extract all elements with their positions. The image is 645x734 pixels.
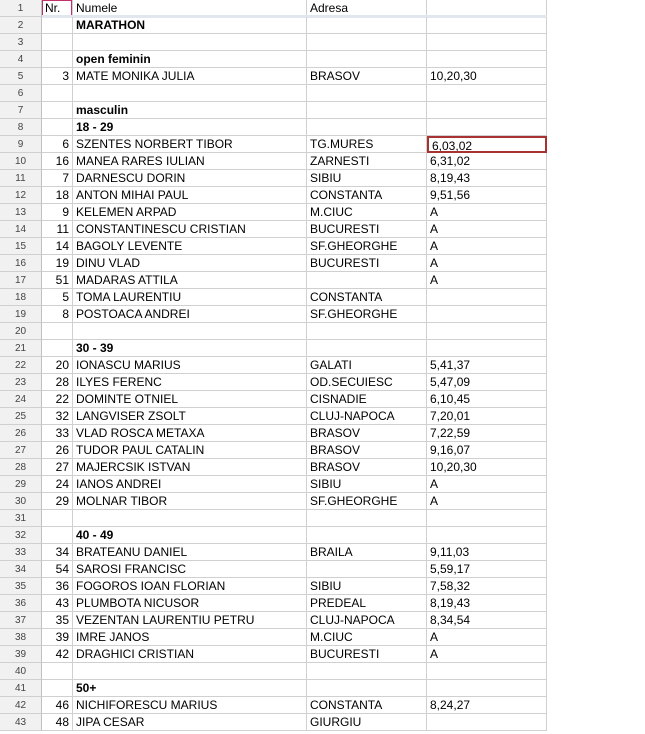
table-row bbox=[0, 646, 547, 663]
cell-time[interactable]: 9,51,56 bbox=[427, 187, 547, 204]
cell-name[interactable]: BRATEANU DANIEL bbox=[73, 544, 307, 561]
cell-nr[interactable] bbox=[42, 85, 73, 102]
cell-time[interactable]: 8,19,43 bbox=[427, 170, 547, 187]
row-number[interactable]: 19 bbox=[0, 306, 42, 323]
cell-address[interactable]: SIBIU bbox=[307, 170, 427, 187]
cell-time[interactable] bbox=[427, 34, 547, 51]
column-header-name[interactable]: Numele bbox=[73, 0, 307, 17]
cell-name[interactable]: masculin bbox=[73, 102, 307, 119]
table-row bbox=[0, 697, 547, 714]
cell-address[interactable]: GIURGIU bbox=[307, 714, 427, 731]
cell-time[interactable] bbox=[427, 663, 547, 680]
cell-name[interactable]: 18 - 29 bbox=[73, 119, 307, 136]
table-row bbox=[0, 204, 547, 221]
cell-name[interactable] bbox=[73, 663, 307, 680]
table-row bbox=[0, 374, 547, 391]
table-row bbox=[0, 272, 547, 289]
table-row bbox=[0, 238, 547, 255]
cell-nr[interactable]: 9 bbox=[42, 204, 73, 221]
cell-nr[interactable]: 26 bbox=[42, 442, 73, 459]
table-row bbox=[0, 476, 547, 493]
cell-nr[interactable]: 39 bbox=[42, 629, 73, 646]
row-number[interactable]: 43 bbox=[0, 714, 42, 731]
cell-name[interactable]: TUDOR PAUL CATALIN bbox=[73, 442, 307, 459]
cell-address[interactable]: SF.GHEORGHE bbox=[307, 238, 427, 255]
row-number[interactable]: 18 bbox=[0, 289, 42, 306]
cell-nr[interactable]: 22 bbox=[42, 391, 73, 408]
cell-name[interactable]: DINU VLAD bbox=[73, 255, 307, 272]
row-number[interactable]: 37 bbox=[0, 612, 42, 629]
cell-name[interactable]: FOGOROS IOAN FLORIAN bbox=[73, 578, 307, 595]
cell-time[interactable]: A bbox=[427, 476, 547, 493]
table-row bbox=[0, 102, 547, 119]
table-row bbox=[0, 187, 547, 204]
cell-address[interactable] bbox=[307, 510, 427, 527]
cell-nr[interactable]: 7 bbox=[42, 170, 73, 187]
cell-nr[interactable]: 14 bbox=[42, 238, 73, 255]
cell-address[interactable]: M.CIUC bbox=[307, 629, 427, 646]
cell-address[interactable]: CLUJ-NAPOCA bbox=[307, 612, 427, 629]
column-header-address[interactable]: Adresa bbox=[307, 0, 427, 17]
cell-nr[interactable]: 33 bbox=[42, 425, 73, 442]
cell-nr[interactable]: 34 bbox=[42, 544, 73, 561]
cell-nr[interactable]: 35 bbox=[42, 612, 73, 629]
cell-name[interactable]: VLAD ROSCA METAXA bbox=[73, 425, 307, 442]
row-number[interactable]: 29 bbox=[0, 476, 42, 493]
cell-name[interactable]: MADARAS ATTILA bbox=[73, 272, 307, 289]
row-number[interactable]: 8 bbox=[0, 119, 42, 136]
cell-name[interactable] bbox=[73, 34, 307, 51]
cell-time[interactable]: A bbox=[427, 204, 547, 221]
cell-time[interactable] bbox=[427, 340, 547, 357]
cell-time[interactable] bbox=[427, 51, 547, 68]
cell-time[interactable] bbox=[427, 102, 547, 119]
cell-name[interactable]: CONSTANTINESCU CRISTIAN bbox=[73, 221, 307, 238]
cell-name[interactable]: NICHIFORESCU MARIUS bbox=[73, 697, 307, 714]
cell-time[interactable]: 9,16,07 bbox=[427, 442, 547, 459]
cell-time[interactable] bbox=[427, 119, 547, 136]
cell-nr[interactable] bbox=[42, 17, 73, 34]
cell-address[interactable] bbox=[307, 527, 427, 544]
cell-name[interactable]: VEZENTAN LAURENTIU PETRU bbox=[73, 612, 307, 629]
cell-address[interactable] bbox=[307, 17, 427, 34]
table-row bbox=[0, 612, 547, 629]
table-row bbox=[0, 119, 547, 136]
row-number[interactable]: 40 bbox=[0, 663, 42, 680]
cell-nr[interactable]: 29 bbox=[42, 493, 73, 510]
cell-address[interactable]: SF.GHEORGHE bbox=[307, 306, 427, 323]
cell-address[interactable]: SF.GHEORGHE bbox=[307, 493, 427, 510]
cell-name[interactable]: PLUMBOTA NICUSOR bbox=[73, 595, 307, 612]
cell-name[interactable]: POSTOACA ANDREI bbox=[73, 306, 307, 323]
table-row bbox=[0, 85, 547, 102]
table-row bbox=[0, 680, 547, 697]
row-number[interactable]: 3 bbox=[0, 34, 42, 51]
cell-time[interactable]: 6,03,02 bbox=[427, 136, 547, 153]
cell-time[interactable]: 9,11,03 bbox=[427, 544, 547, 561]
table-row bbox=[0, 510, 547, 527]
table-row bbox=[0, 357, 547, 374]
table-row bbox=[0, 578, 547, 595]
row-number[interactable]: 11 bbox=[0, 170, 42, 187]
table-row bbox=[0, 714, 547, 731]
row-number[interactable]: 26 bbox=[0, 425, 42, 442]
cell-name[interactable]: 40 - 49 bbox=[73, 527, 307, 544]
row-number[interactable]: 36 bbox=[0, 595, 42, 612]
table-row bbox=[0, 289, 547, 306]
table-row bbox=[0, 323, 547, 340]
cell-address[interactable]: BUCURESTI bbox=[307, 255, 427, 272]
cell-time[interactable]: 8,19,43 bbox=[427, 595, 547, 612]
table-row bbox=[0, 17, 547, 34]
table-row bbox=[0, 34, 547, 51]
cell-time[interactable]: 8,34,54 bbox=[427, 612, 547, 629]
cell-address[interactable] bbox=[307, 102, 427, 119]
row-number[interactable]: 27 bbox=[0, 442, 42, 459]
cell-name[interactable]: KELEMEN ARPAD bbox=[73, 204, 307, 221]
table-row bbox=[0, 408, 547, 425]
cell-name[interactable]: IANOS ANDREI bbox=[73, 476, 307, 493]
cell-nr[interactable]: 48 bbox=[42, 714, 73, 731]
row-number[interactable]: 15 bbox=[0, 238, 42, 255]
cell-nr[interactable]: 42 bbox=[42, 646, 73, 663]
cell-address[interactable]: BUCURESTI bbox=[307, 221, 427, 238]
cell-name[interactable]: JIPA CESAR bbox=[73, 714, 307, 731]
cell-nr[interactable]: 16 bbox=[42, 153, 73, 170]
cell-time[interactable] bbox=[427, 289, 547, 306]
cell-time[interactable] bbox=[427, 510, 547, 527]
cell-nr[interactable]: 11 bbox=[42, 221, 73, 238]
cell-nr[interactable]: 43 bbox=[42, 595, 73, 612]
row-number[interactable]: 22 bbox=[0, 357, 42, 374]
cell-address[interactable] bbox=[307, 51, 427, 68]
cell-nr[interactable]: 8 bbox=[42, 306, 73, 323]
table-row bbox=[0, 306, 547, 323]
cell-name[interactable]: 50+ bbox=[73, 680, 307, 697]
cell-name[interactable] bbox=[73, 510, 307, 527]
row-number[interactable]: 14 bbox=[0, 221, 42, 238]
row-number[interactable]: 28 bbox=[0, 459, 42, 476]
cell-time[interactable]: A bbox=[427, 272, 547, 289]
row-number[interactable]: 33 bbox=[0, 544, 42, 561]
cell-time[interactable]: A bbox=[427, 238, 547, 255]
cell-time[interactable]: A bbox=[427, 629, 547, 646]
cell-address[interactable]: CISNADIE bbox=[307, 391, 427, 408]
cell-name[interactable]: SAROSI FRANCISC bbox=[73, 561, 307, 578]
cell-time[interactable] bbox=[427, 85, 547, 102]
row-number[interactable]: 4 bbox=[0, 51, 42, 68]
table-row bbox=[0, 391, 547, 408]
row-number[interactable]: 5 bbox=[0, 68, 42, 85]
cell-nr[interactable]: 6 bbox=[42, 136, 73, 153]
table-row bbox=[0, 527, 547, 544]
cell-address[interactable]: CONSTANTA bbox=[307, 697, 427, 714]
table-row bbox=[0, 136, 547, 153]
cell-nr[interactable] bbox=[42, 34, 73, 51]
cell-nr[interactable]: 20 bbox=[42, 357, 73, 374]
cell-address[interactable] bbox=[307, 680, 427, 697]
cell-name[interactable]: MAJERCSIK ISTVAN bbox=[73, 459, 307, 476]
cell-address[interactable]: BRASOV bbox=[307, 442, 427, 459]
table-row bbox=[0, 255, 547, 272]
row-number[interactable]: 13 bbox=[0, 204, 42, 221]
cell-address[interactable]: BUCURESTI bbox=[307, 646, 427, 663]
table-row bbox=[0, 425, 547, 442]
cell-nr[interactable] bbox=[42, 51, 73, 68]
cell-nr[interactable]: 28 bbox=[42, 374, 73, 391]
cell-name[interactable]: DARNESCU DORIN bbox=[73, 170, 307, 187]
row-number[interactable]: 30 bbox=[0, 493, 42, 510]
cell-time[interactable]: 5,59,17 bbox=[427, 561, 547, 578]
cell-nr[interactable] bbox=[42, 340, 73, 357]
cell-address[interactable]: BRASOV bbox=[307, 459, 427, 476]
table-row bbox=[0, 493, 547, 510]
cell-nr[interactable]: 36 bbox=[42, 578, 73, 595]
row-number[interactable]: 31 bbox=[0, 510, 42, 527]
cell-address[interactable] bbox=[307, 34, 427, 51]
cell-time[interactable]: 10,20,30 bbox=[427, 68, 547, 85]
cell-name[interactable]: MOLNAR TIBOR bbox=[73, 493, 307, 510]
cell-time[interactable]: 7,58,32 bbox=[427, 578, 547, 595]
cell-nr[interactable]: 32 bbox=[42, 408, 73, 425]
table-row bbox=[0, 68, 547, 85]
cell-address[interactable] bbox=[307, 663, 427, 680]
cell-time[interactable]: 10,20,30 bbox=[427, 459, 547, 476]
row-number[interactable]: 23 bbox=[0, 374, 42, 391]
cell-address[interactable]: CONSTANTA bbox=[307, 289, 427, 306]
cell-nr[interactable]: 19 bbox=[42, 255, 73, 272]
row-number[interactable]: 34 bbox=[0, 561, 42, 578]
row-number[interactable]: 25 bbox=[0, 408, 42, 425]
row-number[interactable]: 24 bbox=[0, 391, 42, 408]
row-number[interactable]: 12 bbox=[0, 187, 42, 204]
row-number[interactable]: 21 bbox=[0, 340, 42, 357]
column-header-nr[interactable]: Nr. bbox=[42, 0, 73, 17]
row-number[interactable]: 2 bbox=[0, 17, 42, 34]
table-row bbox=[0, 221, 547, 238]
cell-nr[interactable] bbox=[42, 680, 73, 697]
cell-name[interactable]: MARATHON bbox=[73, 17, 307, 34]
cell-nr[interactable]: 24 bbox=[42, 476, 73, 493]
row-number[interactable]: 6 bbox=[0, 85, 42, 102]
cell-nr[interactable]: 27 bbox=[42, 459, 73, 476]
cell-name[interactable]: IONASCU MARIUS bbox=[73, 357, 307, 374]
table-row bbox=[0, 595, 547, 612]
cell-name[interactable]: DRAGHICI CRISTIAN bbox=[73, 646, 307, 663]
cell-name[interactable]: IMRE JANOS bbox=[73, 629, 307, 646]
cell-address[interactable]: SIBIU bbox=[307, 476, 427, 493]
row-number[interactable]: 16 bbox=[0, 255, 42, 272]
row-number[interactable]: 10 bbox=[0, 153, 42, 170]
cell-address[interactable]: BRASOV bbox=[307, 425, 427, 442]
cell-name[interactable]: DOMINTE OTNIEL bbox=[73, 391, 307, 408]
cell-nr[interactable]: 18 bbox=[42, 187, 73, 204]
row-number[interactable]: 1 bbox=[0, 0, 42, 17]
cell-time[interactable] bbox=[427, 527, 547, 544]
column-header-row bbox=[0, 0, 547, 17]
cell-nr[interactable]: 3 bbox=[42, 68, 73, 85]
cell-nr[interactable] bbox=[42, 323, 73, 340]
cell-time[interactable]: A bbox=[427, 255, 547, 272]
cell-nr[interactable]: 51 bbox=[42, 272, 73, 289]
cell-time[interactable] bbox=[427, 680, 547, 697]
row-number[interactable]: 35 bbox=[0, 578, 42, 595]
row-number[interactable]: 38 bbox=[0, 629, 42, 646]
row-number[interactable]: 7 bbox=[0, 102, 42, 119]
cell-address[interactable] bbox=[307, 561, 427, 578]
cell-address[interactable]: BRAILA bbox=[307, 544, 427, 561]
cell-name[interactable] bbox=[73, 85, 307, 102]
cell-time[interactable] bbox=[427, 17, 547, 34]
cell-nr[interactable] bbox=[42, 510, 73, 527]
table-row bbox=[0, 629, 547, 646]
table-row bbox=[0, 340, 547, 357]
row-number[interactable]: 20 bbox=[0, 323, 42, 340]
cell-address[interactable] bbox=[307, 272, 427, 289]
cell-name[interactable] bbox=[73, 323, 307, 340]
cell-name[interactable]: BAGOLY LEVENTE bbox=[73, 238, 307, 255]
cell-address[interactable] bbox=[307, 119, 427, 136]
cell-address[interactable]: CLUJ-NAPOCA bbox=[307, 408, 427, 425]
cell-address[interactable]: PREDEAL bbox=[307, 595, 427, 612]
row-number[interactable]: 32 bbox=[0, 527, 42, 544]
cell-address[interactable]: ZARNESTI bbox=[307, 153, 427, 170]
cell-nr[interactable] bbox=[42, 102, 73, 119]
row-number[interactable]: 42 bbox=[0, 697, 42, 714]
table-row bbox=[0, 544, 547, 561]
cell-address[interactable] bbox=[307, 340, 427, 357]
cell-time[interactable] bbox=[427, 306, 547, 323]
cell-time[interactable]: 8,24,27 bbox=[427, 697, 547, 714]
table-row bbox=[0, 561, 547, 578]
row-number[interactable]: 41 bbox=[0, 680, 42, 697]
cell-nr[interactable]: 46 bbox=[42, 697, 73, 714]
cell-name[interactable]: LANGVISER ZSOLT bbox=[73, 408, 307, 425]
cell-address[interactable] bbox=[307, 85, 427, 102]
cell-name[interactable]: MATE MONIKA JULIA bbox=[73, 68, 307, 85]
cell-address[interactable]: M.CIUC bbox=[307, 204, 427, 221]
cell-name[interactable]: SZENTES NORBERT TIBOR bbox=[73, 136, 307, 153]
row-number[interactable]: 39 bbox=[0, 646, 42, 663]
cell-name[interactable]: 30 - 39 bbox=[73, 340, 307, 357]
cell-address[interactable]: BRASOV bbox=[307, 68, 427, 85]
cell-time[interactable]: 5,47,09 bbox=[427, 374, 547, 391]
cell-time[interactable]: 5,41,37 bbox=[427, 357, 547, 374]
cell-address[interactable]: CONSTANTA bbox=[307, 187, 427, 204]
cell-time[interactable]: A bbox=[427, 493, 547, 510]
cell-name[interactable]: TOMA LAURENTIU bbox=[73, 289, 307, 306]
cell-address[interactable]: GALATI bbox=[307, 357, 427, 374]
row-number[interactable]: 17 bbox=[0, 272, 42, 289]
cell-time[interactable]: 6,31,02 bbox=[427, 153, 547, 170]
cell-name[interactable]: ILYES FERENC bbox=[73, 374, 307, 391]
cell-name[interactable]: open feminin bbox=[73, 51, 307, 68]
cell-time[interactable]: 7,20,01 bbox=[427, 408, 547, 425]
row-number[interactable]: 9 bbox=[0, 136, 42, 153]
cell-name[interactable]: ANTON MIHAI PAUL bbox=[73, 187, 307, 204]
cell-time[interactable]: 6,10,45 bbox=[427, 391, 547, 408]
cell-time[interactable] bbox=[427, 714, 547, 731]
cell-time[interactable]: A bbox=[427, 221, 547, 238]
cell-time[interactable]: 7,22,59 bbox=[427, 425, 547, 442]
table-row bbox=[0, 51, 547, 68]
cell-time[interactable] bbox=[427, 323, 547, 340]
cell-nr[interactable] bbox=[42, 119, 73, 136]
table-row bbox=[0, 459, 547, 476]
cell-address[interactable] bbox=[307, 323, 427, 340]
table-row bbox=[0, 153, 547, 170]
table-row bbox=[0, 663, 547, 680]
cell-nr[interactable]: 54 bbox=[42, 561, 73, 578]
cell-time[interactable]: A bbox=[427, 646, 547, 663]
cell-nr[interactable] bbox=[42, 663, 73, 680]
table-row bbox=[0, 442, 547, 459]
table-row bbox=[0, 170, 547, 187]
cell-address[interactable]: SIBIU bbox=[307, 578, 427, 595]
cell-nr[interactable] bbox=[42, 527, 73, 544]
cell-address[interactable]: TG.MURES bbox=[307, 136, 427, 153]
cell-address[interactable]: OD.SECUIESC bbox=[307, 374, 427, 391]
cell-nr[interactable]: 5 bbox=[42, 289, 73, 306]
cell-name[interactable]: MANEA RARES IULIAN bbox=[73, 153, 307, 170]
